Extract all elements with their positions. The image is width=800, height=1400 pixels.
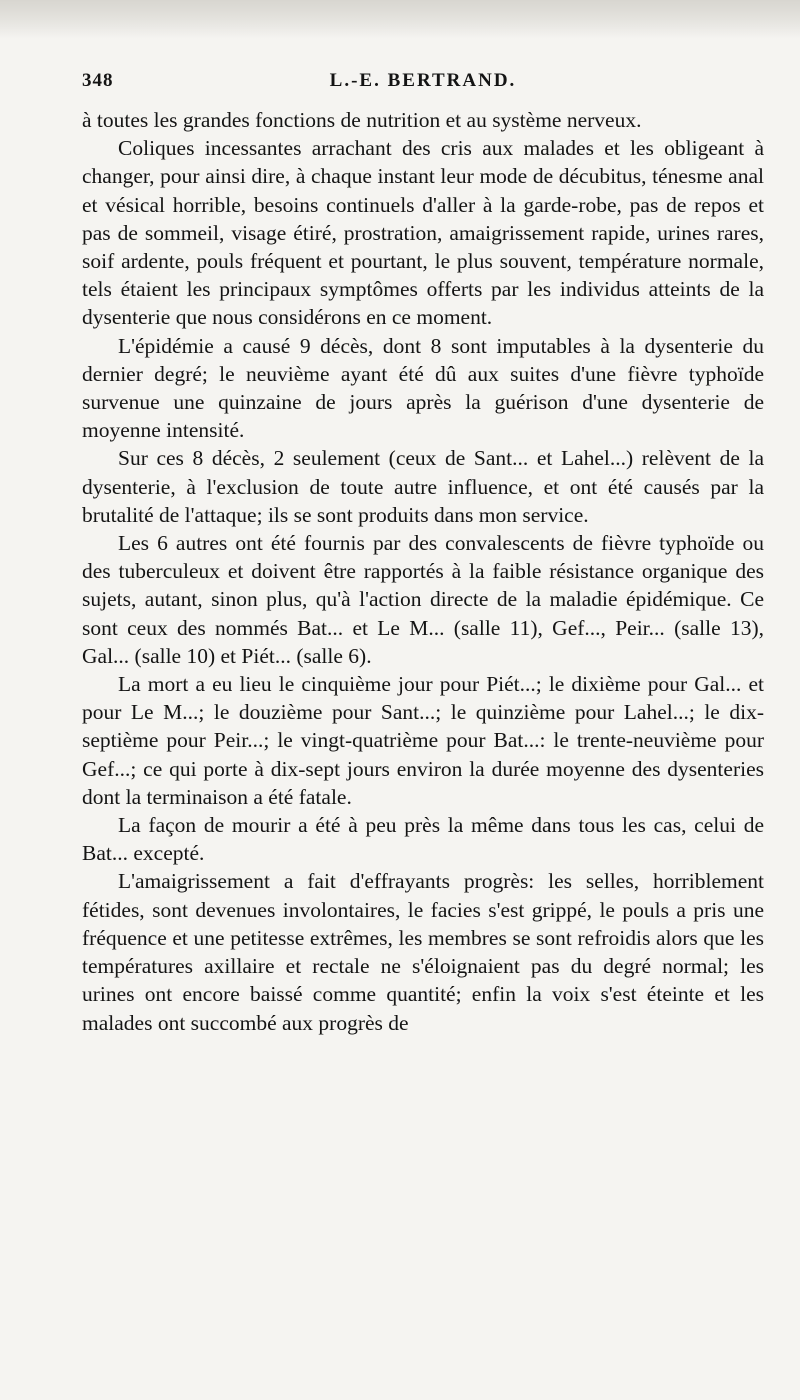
- paragraph-symptoms: Coliques incessantes arrachant des cris aux malades et les obligeant à changer, pour ainsi dire, à chaque instant leur mode de décubitus, ténesme anal et vésical horrible, besoins continuels d'aller à la garde-robe, pas de repos et pas de sommeil, visage étiré, prostration, amaigrissement rapide, urines rares, soif ardente, pouls fréquent et pourtant, le plus souvent, température normale, tels étaient les principaux symptômes offerts par les individus atteints de la dysenterie que nous considérons en ce moment.: [82, 136, 764, 330]
- paragraph-six-others: Les 6 autres ont été fournis par des convalescents de fièvre typhoïde ou des tuberculeux et doivent être rapportés à la faible résistance organique des sujets, autant, sinon plus, qu'à l'action directe de la maladie épidémique. Ce sont ceux des nommés Bat... et Le M... (salle 11), Gef..., Peir... (salle 13), Gal... (salle 10) et Piét... (salle 6).: [82, 531, 764, 668]
- paragraph-death-days: La mort a eu lieu le cinquième jour pour Piét...; le dixième pour Gal... et pour Le M...; le douzième pour Sant...; le quinzième pour Lahel...; le dix-septième pour Peir...; le vingt-quatrième pour Bat...: le trente-neuvième pour Gef...; ce qui porte à dix-sept jours environ la durée moyenne des dysenteries dont la terminaison a été fatale.: [82, 672, 764, 809]
- paragraph-manner-of-death: La façon de mourir a été à peu près la même dans tous les cas, celui de Bat... excepté.: [82, 813, 764, 866]
- running-head-author: L.-E. BERTRAND.: [329, 70, 517, 91]
- paragraph-deaths: L'épidémie a causé 9 décès, dont 8 sont imputables à la dysenterie du dernier degré; le neuvième ayant été dû aux suites d'une fièvre typhoïde survenue une quinzaine de jours après la guérison d'une dysenterie de moyenne intensité.: [82, 333, 764, 443]
- scan-shadow: [0, 0, 800, 38]
- paragraph-two-deaths: Sur ces 8 décès, 2 seulement (ceux de Sant... et Lahel...) relèvent de la dysenterie, à l'exclusion de toute autre influence, et ont été causés par la brutalité de l'attaque; ils se sont produits dans mon service.: [82, 446, 764, 527]
- page-number: 348: [82, 70, 114, 91]
- body-text: [82, 106, 764, 1037]
- running-head: [82, 70, 764, 92]
- paragraph-emaciation: L'amaigrissement a fait d'effrayants progrès: les selles, horriblement fétides, sont devenues involontaires, le facies s'est grippé, le pouls a pris une fréquence et une petitesse extrêmes, les membres se sont refroidis alors que les températures axillaire et rectale ne s'éloignaient pas du degré normal; les urines ont encore baissé comme quantité; enfin la voix s'est éteinte et les malades ont succombé aux progrès de: [82, 869, 764, 1035]
- paragraph-continuation: à toutes les grandes fonctions de nutrition et au système nerveux.: [82, 108, 642, 132]
